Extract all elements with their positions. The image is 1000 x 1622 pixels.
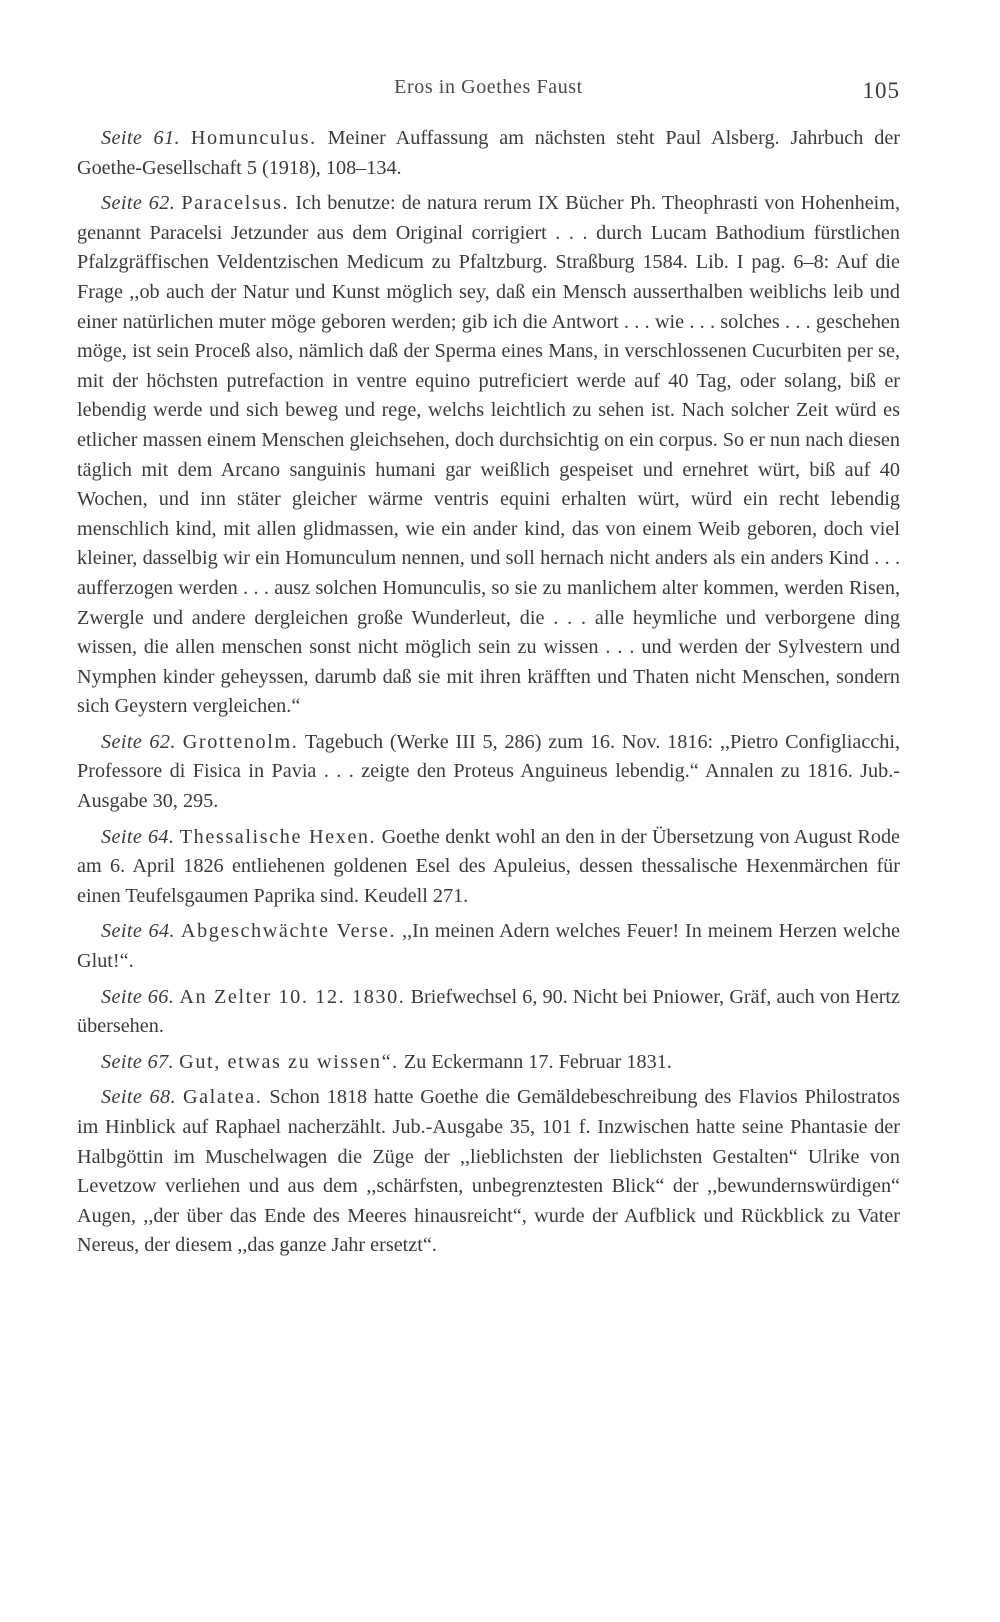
note-abgeschwaechte-verse	[77, 917, 900, 976]
notes-body	[77, 124, 900, 1267]
note-page-reference: Seite 62.	[101, 730, 176, 753]
note-lemma: Thessalische Hexen.	[179, 825, 377, 848]
note-thessalische-hexen	[77, 823, 900, 912]
note-page-reference: Seite 64.	[101, 920, 175, 943]
running-title: Eros in Goethes Faust	[394, 76, 583, 98]
note-text: Briefwechsel 6, 90. Nicht bei Pniower, Gräf, auch von Hertz übersehen.	[77, 985, 900, 1038]
note-lemma: Grottenolm.	[182, 730, 299, 753]
note-page-reference: Seite 61.	[101, 127, 180, 149]
note-page-reference: Seite 64.	[101, 825, 175, 848]
note-an-zelter	[77, 983, 900, 1042]
note-homunculus	[77, 124, 900, 183]
note-text: Tagebuch (Werke III 5, 286) zum 16. Nov. 1816: ,,Pietro Configliacchi, Professore di Fisica in Pavia . . . zeigte den Proteus Anguineus lebendig.“ Annalen zu 1816. Jub.-Ausgabe 30, 295.	[77, 730, 901, 813]
note-text: ,,In meinen Adern welches Feuer! In meinem Herzen welche Glut!“.	[77, 920, 901, 973]
note-text: Meiner Auffassung am nächsten steht Paul Alsberg. Jahrbuch der Goethe-Gesellschaft 5 (1918), 108–134.	[77, 127, 901, 179]
note-grottenolm	[77, 728, 900, 817]
note-text: Zu Eckermann 17. Februar 1831.	[403, 1050, 672, 1073]
note-lemma: An Zelter 10. 12. 1830.	[179, 985, 406, 1008]
note-text: Schon 1818 hatte Goethe die Gemäldebeschreibung des Flavios Philostratos im Hinblick auf Raphael nacherzählt. Jub.-Ausgabe 35, 101 f. Inzwischen hatte seine Phantasie der Halbgöttin im Muschelwagen die Züge der ,,lieblichsten der lieblichsten Gestalten“ Ulrike von Levetzow verliehen und aus dem ,,schärfsten, unbegrenztesten Blick“ der ,,bewundernswürdigen“ Augen, ,,der über das Ende des Meeres hinausreicht“, wurde der Aufblick und Rückblick zu Vater Nereus, der diesem ,,das ganze Jahr ersetzt“.	[77, 1086, 901, 1257]
note-lemma: Homunculus.	[190, 127, 317, 149]
note-text: Ich benutze: de natura rerum IX Bücher Ph. Theophrasti von Hohenheim, genannt Paracelsi Jetzunder aus dem Original corrigiert . . . durch Lucam Bathodium fürstlichen Pfalzgräffischen Veldentzischen Medicum zu Pfaltzburg. Straßburg 1584. Lib. I pag. 6–8: Auf die Frage ,,ob auch der Natur und Kunst möglich sey, daß ein Mensch ausserthalben weiblichs leib und einer natürlichen muter möge geboren werden; gib ich die Antwort . . . wie . . . solches . . . geschehen möge, ist sein Proceß also, nämlich daß der Sperma eines Mans, in verschlossenen Cucurbiten per se, mit der höchsten putrefaction in ventre equino putreficiert werde auf 40 Tag, oder solang, biß er lebendig werde und sich beweg und rege, welchs leichtlich zu sehen ist. Nach solcher Zeit würd es etlicher massen einem Menschen gleichsehen, doch durchsichtig on ein corpus. So er nun nach diesen täglich mit dem Arcano sanguinis humani gar weißlich gespeiset und ernehret würt, biß auf 40 Wochen, und inn stäter gleicher wärme ventris equini erhalten würt, würd ein recht lebendig menschlich kind, mit allen glidmassen, wie ein ander kind, das von einem Weib geboren, doch viel kleiner, dasselbig wir ein Homunculum nennen, und soll hernach nicht anders als ein anders Kind . . . aufferzogen werden . . . ausz solchen Homunculis, so sie zu manlichem alter kommen, werden Risen, Zwergle und andere dergleichen große Wunderleut, die . . . alle heymliche und verborgene ding wissen, die allen menschen sonst nicht möglich sein zu wissen . . . und werden der Sylvestern und Nymphen kinder geheyssen, darumb daß sie mit ihren kräfften und Thaten nicht Menschen, sondern sich Geystern vergleichen.“	[77, 192, 901, 718]
note-lemma: Paracelsus.	[181, 192, 290, 215]
note-lemma: Gut, etwas zu wissen“.	[179, 1050, 399, 1073]
note-gut-etwas-zu-wissen	[77, 1048, 900, 1078]
note-page-reference: Seite 67.	[101, 1050, 175, 1073]
note-text: Goethe denkt wohl an den in der Übersetzung von August Rode am 6. April 1826 entliehenen goldenen Esel des Apuleius, dessen thessalische Hexenmärchen für einen Teufelsgaumen Paprika sind. Keudell 271.	[77, 825, 901, 907]
note-galatea	[77, 1083, 900, 1261]
note-lemma: Abgeschwächte Verse.	[180, 920, 397, 943]
note-lemma: Galatea.	[182, 1086, 263, 1109]
note-page-reference: Seite 66.	[101, 985, 175, 1008]
running-head	[77, 74, 900, 114]
page-number: 105	[862, 78, 900, 103]
note-page-reference: Seite 62.	[101, 192, 176, 215]
note-paracelsus	[77, 189, 900, 722]
note-page-reference: Seite 68.	[101, 1086, 176, 1109]
